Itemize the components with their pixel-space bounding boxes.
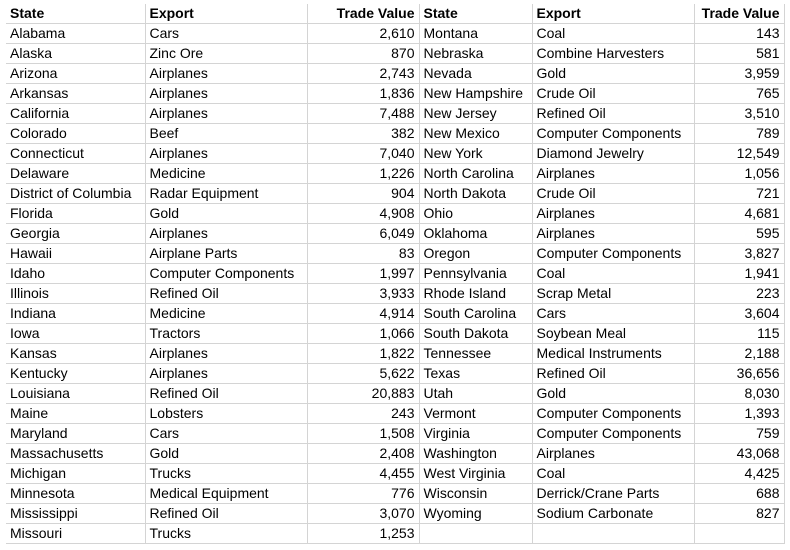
right-export-cell[interactable]: Crude Oil: [532, 84, 694, 104]
left-value-cell[interactable]: 7,488: [307, 104, 419, 124]
table-row: [6, 44, 784, 64]
table-row: [6, 264, 784, 284]
table-row: [6, 64, 784, 84]
left-export-cell[interactable]: Trucks: [145, 524, 307, 544]
right-state-cell[interactable]: Utah: [419, 384, 532, 404]
right-export-cell[interactable]: Crude Oil: [532, 184, 694, 204]
right-export-cell[interactable]: Airplanes: [532, 444, 694, 464]
table-row: [6, 484, 784, 504]
left-state-cell[interactable]: Michigan: [6, 464, 145, 484]
left-value-cell[interactable]: 1,066: [307, 324, 419, 344]
right-export-cell[interactable]: Computer Components: [532, 424, 694, 444]
left-export-cell[interactable]: Radar Equipment: [145, 184, 307, 204]
left-state-cell[interactable]: Maryland: [6, 424, 145, 444]
right-state-cell[interactable]: New Jersey: [419, 104, 532, 124]
left-value-cell[interactable]: 7,040: [307, 144, 419, 164]
header-trade-value-right[interactable]: Trade Value: [694, 4, 784, 24]
right-export-cell[interactable]: Coal: [532, 464, 694, 484]
right-export-cell[interactable]: [532, 524, 694, 544]
right-export-cell[interactable]: Soybean Meal: [532, 324, 694, 344]
right-value-cell[interactable]: 3,959: [694, 64, 784, 84]
left-state-cell[interactable]: Maine: [6, 404, 145, 424]
left-value-cell[interactable]: 4,455: [307, 464, 419, 484]
header-export-right[interactable]: Export: [532, 4, 694, 24]
left-value-cell[interactable]: 20,883: [307, 384, 419, 404]
right-state-cell[interactable]: [419, 524, 532, 544]
header-state-right[interactable]: State: [419, 4, 532, 24]
right-value-cell[interactable]: 765: [694, 84, 784, 104]
right-value-cell[interactable]: 12,549: [694, 144, 784, 164]
right-value-cell[interactable]: 143: [694, 24, 784, 44]
table-row: [6, 404, 784, 424]
right-export-cell[interactable]: Combine Harvesters: [532, 44, 694, 64]
left-export-cell[interactable]: Gold: [145, 204, 307, 224]
right-state-cell[interactable]: Nebraska: [419, 44, 532, 64]
left-value-cell[interactable]: 1,226: [307, 164, 419, 184]
right-state-cell[interactable]: Nevada: [419, 64, 532, 84]
left-state-cell[interactable]: Iowa: [6, 324, 145, 344]
right-export-cell[interactable]: Gold: [532, 384, 694, 404]
right-value-cell[interactable]: 1,941: [694, 264, 784, 284]
left-state-cell[interactable]: Colorado: [6, 124, 145, 144]
left-export-cell[interactable]: Airplanes: [145, 84, 307, 104]
left-export-cell[interactable]: Medical Equipment: [145, 484, 307, 504]
table-row: [6, 384, 784, 404]
right-export-cell[interactable]: Computer Components: [532, 244, 694, 264]
table-row: [6, 284, 784, 304]
left-value-cell[interactable]: 2,743: [307, 64, 419, 84]
left-value-cell[interactable]: 243: [307, 404, 419, 424]
right-value-cell[interactable]: 2,188: [694, 344, 784, 364]
right-value-cell[interactable]: 43,068: [694, 444, 784, 464]
left-value-cell[interactable]: 776: [307, 484, 419, 504]
left-export-cell[interactable]: Tractors: [145, 324, 307, 344]
right-export-cell[interactable]: Refined Oil: [532, 364, 694, 384]
right-state-cell[interactable]: Texas: [419, 364, 532, 384]
right-value-cell[interactable]: 223: [694, 284, 784, 304]
left-export-cell[interactable]: Gold: [145, 444, 307, 464]
left-state-cell[interactable]: Kansas: [6, 344, 145, 364]
left-value-cell[interactable]: 5,622: [307, 364, 419, 384]
header-row: [6, 4, 784, 24]
header-export-left[interactable]: Export: [145, 4, 307, 24]
left-value-cell[interactable]: 4,908: [307, 204, 419, 224]
left-export-cell[interactable]: Zinc Ore: [145, 44, 307, 64]
left-export-cell[interactable]: Airplanes: [145, 104, 307, 124]
table-row: [6, 364, 784, 384]
right-value-cell[interactable]: 36,656: [694, 364, 784, 384]
right-export-cell[interactable]: Coal: [532, 24, 694, 44]
left-state-cell[interactable]: Mississippi: [6, 504, 145, 524]
right-value-cell[interactable]: 827: [694, 504, 784, 524]
right-state-cell[interactable]: Oregon: [419, 244, 532, 264]
right-export-cell[interactable]: Gold: [532, 64, 694, 84]
right-export-cell[interactable]: Computer Components: [532, 124, 694, 144]
table-row: [6, 304, 784, 324]
left-export-cell[interactable]: Beef: [145, 124, 307, 144]
right-value-cell[interactable]: 4,681: [694, 204, 784, 224]
right-state-cell[interactable]: Tennessee: [419, 344, 532, 364]
left-state-cell[interactable]: Arkansas: [6, 84, 145, 104]
left-state-cell[interactable]: Illinois: [6, 284, 145, 304]
table-row: [6, 144, 784, 164]
right-state-cell[interactable]: New Hampshire: [419, 84, 532, 104]
right-state-cell[interactable]: Wyoming: [419, 504, 532, 524]
table-row: [6, 464, 784, 484]
right-export-cell[interactable]: Airplanes: [532, 164, 694, 184]
left-value-cell[interactable]: 4,914: [307, 304, 419, 324]
left-value-cell[interactable]: 1,508: [307, 424, 419, 444]
header-state-left[interactable]: State: [6, 4, 145, 24]
right-export-cell[interactable]: Coal: [532, 264, 694, 284]
left-state-cell[interactable]: Idaho: [6, 264, 145, 284]
table-row: [6, 324, 784, 344]
left-state-cell[interactable]: District of Columbia: [6, 184, 145, 204]
table-row: [6, 84, 784, 104]
left-value-cell[interactable]: 1,822: [307, 344, 419, 364]
right-state-cell[interactable]: New York: [419, 144, 532, 164]
right-state-cell[interactable]: New Mexico: [419, 124, 532, 144]
left-value-cell[interactable]: 904: [307, 184, 419, 204]
right-value-cell[interactable]: [694, 524, 784, 544]
right-value-cell[interactable]: 3,827: [694, 244, 784, 264]
left-export-cell[interactable]: Airplanes: [145, 364, 307, 384]
table-row: [6, 224, 784, 244]
left-export-cell[interactable]: Refined Oil: [145, 384, 307, 404]
right-state-cell[interactable]: Oklahoma: [419, 224, 532, 244]
left-state-cell[interactable]: Hawaii: [6, 244, 145, 264]
left-export-cell[interactable]: Refined Oil: [145, 504, 307, 524]
right-value-cell[interactable]: 688: [694, 484, 784, 504]
right-export-cell[interactable]: Airplanes: [532, 224, 694, 244]
right-state-cell[interactable]: Ohio: [419, 204, 532, 224]
right-value-cell[interactable]: 789: [694, 124, 784, 144]
left-export-cell[interactable]: Computer Components: [145, 264, 307, 284]
left-export-cell[interactable]: Airplanes: [145, 224, 307, 244]
left-state-cell[interactable]: Minnesota: [6, 484, 145, 504]
left-state-cell[interactable]: Georgia: [6, 224, 145, 244]
table-row: [6, 124, 784, 144]
left-export-cell[interactable]: Trucks: [145, 464, 307, 484]
left-value-cell[interactable]: 1,836: [307, 84, 419, 104]
left-value-cell[interactable]: 1,253: [307, 524, 419, 544]
left-value-cell[interactable]: 870: [307, 44, 419, 64]
table-row: [6, 104, 784, 124]
left-export-cell[interactable]: Cars: [145, 24, 307, 44]
left-state-cell[interactable]: Florida: [6, 204, 145, 224]
table-row: [6, 344, 784, 364]
right-value-cell[interactable]: 3,510: [694, 104, 784, 124]
right-state-cell[interactable]: Pennsylvania: [419, 264, 532, 284]
right-value-cell[interactable]: 115: [694, 324, 784, 344]
right-state-cell[interactable]: Wisconsin: [419, 484, 532, 504]
table-row: [6, 204, 784, 224]
right-state-cell[interactable]: North Dakota: [419, 184, 532, 204]
right-state-cell[interactable]: South Carolina: [419, 304, 532, 324]
right-export-cell[interactable]: Sodium Carbonate: [532, 504, 694, 524]
left-state-cell[interactable]: Missouri: [6, 524, 145, 544]
right-state-cell[interactable]: North Carolina: [419, 164, 532, 184]
left-value-cell[interactable]: 382: [307, 124, 419, 144]
left-value-cell[interactable]: 2,610: [307, 24, 419, 44]
right-export-cell[interactable]: Cars: [532, 304, 694, 324]
left-state-cell[interactable]: Alabama: [6, 24, 145, 44]
left-state-cell[interactable]: Alaska: [6, 44, 145, 64]
left-value-cell[interactable]: 3,933: [307, 284, 419, 304]
left-export-cell[interactable]: Airplanes: [145, 344, 307, 364]
exports-table: [6, 4, 785, 544]
left-export-cell[interactable]: Lobsters: [145, 404, 307, 424]
right-export-cell[interactable]: Derrick/Crane Parts: [532, 484, 694, 504]
table-row: [6, 244, 784, 264]
table-body: [6, 4, 784, 544]
left-state-cell[interactable]: Massachusetts: [6, 444, 145, 464]
table-row: [6, 504, 784, 524]
left-export-cell[interactable]: Airplane Parts: [145, 244, 307, 264]
right-value-cell[interactable]: 8,030: [694, 384, 784, 404]
right-state-cell[interactable]: South Dakota: [419, 324, 532, 344]
table-row: [6, 24, 784, 44]
right-value-cell[interactable]: 4,425: [694, 464, 784, 484]
left-value-cell[interactable]: 83: [307, 244, 419, 264]
right-value-cell[interactable]: 581: [694, 44, 784, 64]
left-export-cell[interactable]: Cars: [145, 424, 307, 444]
left-value-cell[interactable]: 2,408: [307, 444, 419, 464]
left-state-cell[interactable]: Delaware: [6, 164, 145, 184]
left-value-cell[interactable]: 1,997: [307, 264, 419, 284]
table-row: [6, 524, 784, 544]
right-state-cell[interactable]: Montana: [419, 24, 532, 44]
right-state-cell[interactable]: Vermont: [419, 404, 532, 424]
left-state-cell[interactable]: California: [6, 104, 145, 124]
left-state-cell[interactable]: Indiana: [6, 304, 145, 324]
right-value-cell[interactable]: 3,604: [694, 304, 784, 324]
left-export-cell[interactable]: Medicine: [145, 304, 307, 324]
left-export-cell[interactable]: Medicine: [145, 164, 307, 184]
right-state-cell[interactable]: Rhode Island: [419, 284, 532, 304]
right-state-cell[interactable]: West Virginia: [419, 464, 532, 484]
right-value-cell[interactable]: 759: [694, 424, 784, 444]
right-value-cell[interactable]: 595: [694, 224, 784, 244]
left-export-cell[interactable]: Airplanes: [145, 144, 307, 164]
table-row: [6, 184, 784, 204]
right-value-cell[interactable]: 1,393: [694, 404, 784, 424]
right-export-cell[interactable]: Diamond Jewelry: [532, 144, 694, 164]
left-value-cell[interactable]: 6,049: [307, 224, 419, 244]
right-value-cell[interactable]: 721: [694, 184, 784, 204]
left-state-cell[interactable]: Arizona: [6, 64, 145, 84]
right-export-cell[interactable]: Refined Oil: [532, 104, 694, 124]
right-state-cell[interactable]: Washington: [419, 444, 532, 464]
table-row: [6, 444, 784, 464]
left-export-cell[interactable]: Airplanes: [145, 64, 307, 84]
left-state-cell[interactable]: Kentucky: [6, 364, 145, 384]
header-trade-value-left[interactable]: Trade Value: [307, 4, 419, 24]
left-state-cell[interactable]: Louisiana: [6, 384, 145, 404]
right-export-cell[interactable]: Medical Instruments: [532, 344, 694, 364]
right-export-cell[interactable]: Scrap Metal: [532, 284, 694, 304]
right-export-cell[interactable]: Airplanes: [532, 204, 694, 224]
left-export-cell[interactable]: Refined Oil: [145, 284, 307, 304]
right-value-cell[interactable]: 1,056: [694, 164, 784, 184]
table-row: [6, 164, 784, 184]
left-value-cell[interactable]: 3,070: [307, 504, 419, 524]
left-state-cell[interactable]: Connecticut: [6, 144, 145, 164]
right-export-cell[interactable]: Computer Components: [532, 404, 694, 424]
right-state-cell[interactable]: Virginia: [419, 424, 532, 444]
table-row: [6, 424, 784, 444]
